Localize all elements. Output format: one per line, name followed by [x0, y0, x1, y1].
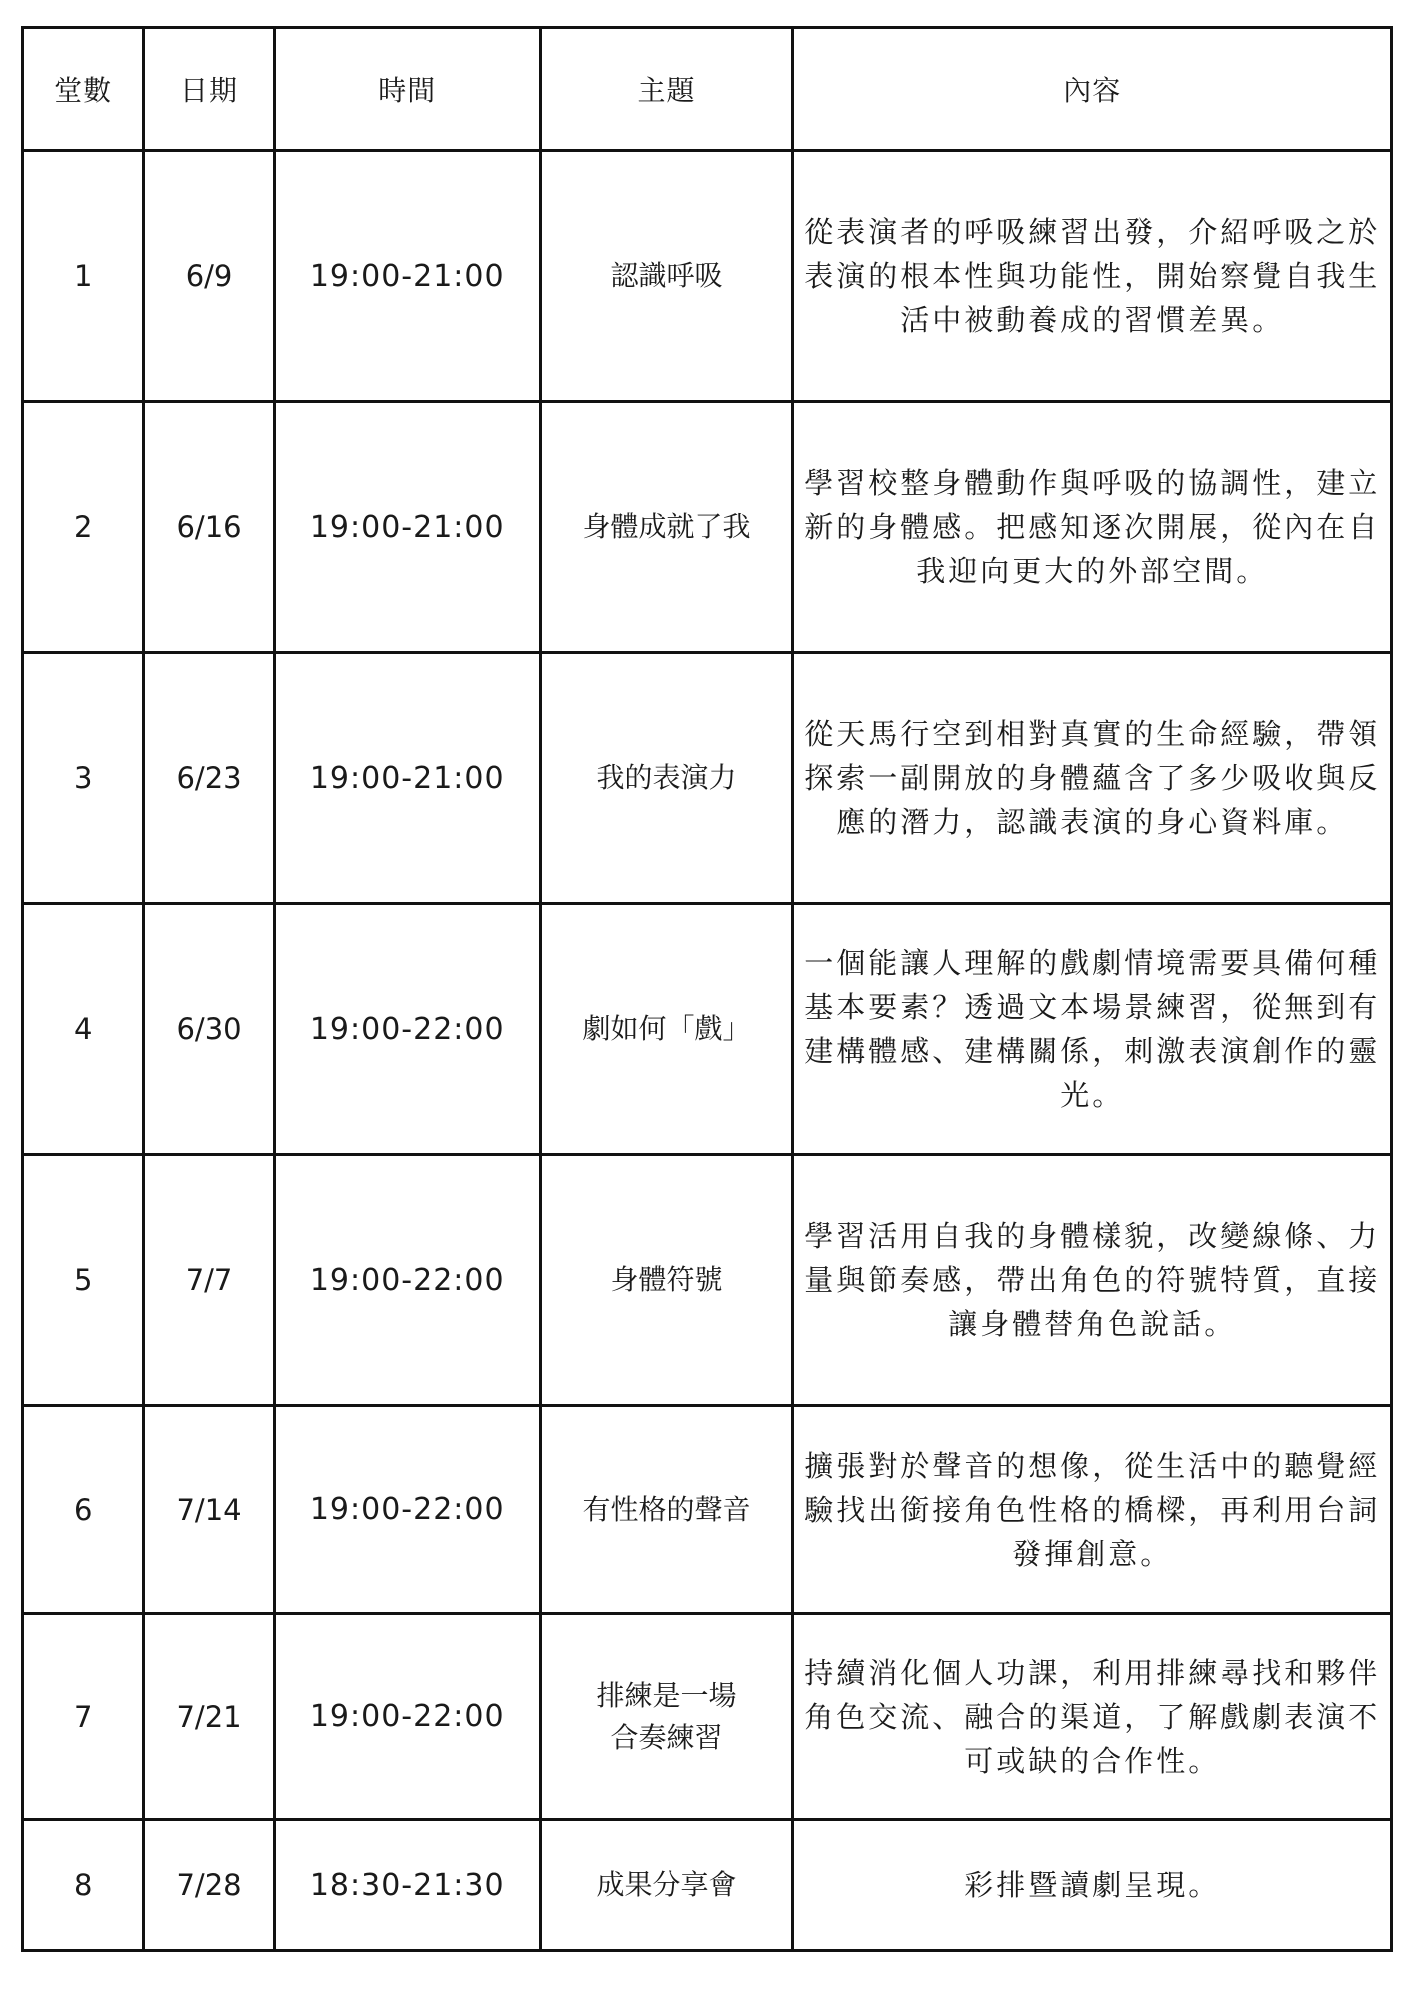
time-cell: 19:00-22:00 [274, 904, 540, 1155]
content-cell: 從天馬行空到相對真實的生命經驗，帶領探索一副開放的身體蘊含了多少吸收與反應的潛力，認識表演的身心資料庫。 [793, 653, 1392, 904]
topic-cell [540, 151, 793, 402]
time-cell: 19:00-22:00 [274, 1406, 540, 1614]
course-schedule-table [21, 26, 1393, 1952]
table-row [23, 904, 1392, 1155]
session-cell: 4 [23, 904, 144, 1155]
topic-line: 排練是一場 [596, 1678, 737, 1712]
session-cell: 3 [23, 653, 144, 904]
topic-line: 身體符號 [610, 1263, 723, 1296]
topic-cell [540, 653, 793, 904]
date-cell: 6/16 [144, 402, 274, 653]
topic-line: 有性格的聲音 [582, 1492, 751, 1526]
date-cell: 7/28 [144, 1820, 274, 1951]
content-cell: 擴張對於聲音的想像，從生活中的聽覺經驗找出銜接角色性格的橋樑，再利用台詞發揮創意。 [793, 1406, 1392, 1614]
table-row [23, 1155, 1392, 1406]
content-cell: 一個能讓人理解的戲劇情境需要具備何種基本要素？透過文本場景練習，從無到有建構體感、建構關係，刺激表演創作的靈光。 [793, 904, 1392, 1155]
topic-cell [540, 1155, 793, 1406]
header-content: 內容 [793, 28, 1392, 151]
session-cell: 6 [23, 1406, 144, 1614]
date-cell: 6/9 [144, 151, 274, 402]
topic-cell [540, 1406, 793, 1614]
date-cell: 7/14 [144, 1406, 274, 1614]
time-cell: 19:00-22:00 [274, 1614, 540, 1820]
table-row [23, 402, 1392, 653]
session-cell: 5 [23, 1155, 144, 1406]
date-cell: 7/21 [144, 1614, 274, 1820]
topic-cell [540, 1614, 793, 1820]
topic-line: 劇如何「戲」 [582, 1012, 751, 1045]
time-cell: 19:00-21:00 [274, 151, 540, 402]
header-session: 堂數 [23, 28, 144, 151]
table-row [23, 1406, 1392, 1614]
content-cell: 持續消化個人功課，利用排練尋找和夥伴角色交流、融合的渠道，了解戲劇表演不可或缺的合作性。 [793, 1614, 1392, 1820]
content-cell: 學習活用自我的身體樣貌，改變線條、力量與節奏感，帶出角色的符號特質，直接讓身體替角色說話。 [793, 1155, 1392, 1406]
topic-line: 成果分享會 [596, 1868, 737, 1901]
content-cell: 從表演者的呼吸練習出發，介紹呼吸之於表演的根本性與功能性，開始察覺自我生活中被動養成的習慣差異。 [793, 151, 1392, 402]
content-cell: 彩排暨讀劇呈現。 [793, 1820, 1392, 1951]
session-cell: 2 [23, 402, 144, 653]
date-cell: 7/7 [144, 1155, 274, 1406]
table-row [23, 1614, 1392, 1820]
header-row [23, 28, 1392, 151]
table-row [23, 653, 1392, 904]
content-cell: 學習校整身體動作與呼吸的協調性，建立新的身體感。把感知逐次開展，從內在自我迎向更大的外部空間。 [793, 402, 1392, 653]
table-row [23, 1820, 1392, 1951]
table-row [23, 151, 1392, 402]
topic-line: 身體成就了我 [582, 510, 751, 543]
topic-cell [540, 402, 793, 653]
header-date: 日期 [144, 28, 274, 151]
date-cell: 6/30 [144, 904, 274, 1155]
header-time: 時間 [274, 28, 540, 151]
time-cell: 19:00-21:00 [274, 653, 540, 904]
date-cell: 6/23 [144, 653, 274, 904]
session-cell: 7 [23, 1614, 144, 1820]
topic-cell [540, 904, 793, 1155]
time-cell: 18:30-21:30 [274, 1820, 540, 1951]
topic-line: 我的表演力 [596, 761, 737, 794]
session-cell: 8 [23, 1820, 144, 1951]
time-cell: 19:00-22:00 [274, 1155, 540, 1406]
time-cell: 19:00-21:00 [274, 402, 540, 653]
session-cell: 1 [23, 151, 144, 402]
topic-line: 合奏練習 [610, 1720, 723, 1754]
topic-line: 認識呼吸 [610, 259, 723, 292]
topic-cell [540, 1820, 793, 1951]
header-topic: 主題 [540, 28, 793, 151]
